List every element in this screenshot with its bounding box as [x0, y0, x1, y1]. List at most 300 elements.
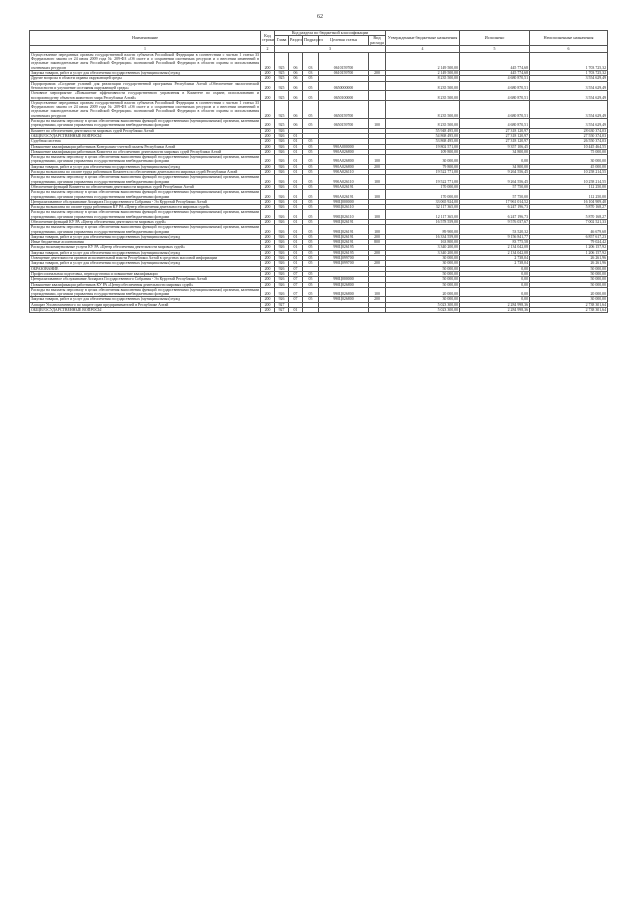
row-name-cell: Закупка товаров, работ и услуг для обеспечения государственных (муниципальных) нужд [30, 71, 261, 76]
row-unexecuted-cell: 10 258 214,55 [530, 175, 608, 185]
row-executed-cell: 4 680 870,51 [460, 76, 530, 81]
row-unexecuted-cell: 2 738 301,64 [530, 308, 608, 313]
row-name-cell: Основное мероприятие «Повышение эффективности государственного управления в Комитете по охране, использованию и воспроизводству объектов животного мира Республики Алтай» [31, 91, 259, 100]
row-code-cell: 200 [261, 100, 275, 118]
row-glava-cell: 926 [275, 184, 289, 189]
row-unexecuted-cell: 79 024,42 [530, 240, 608, 245]
row-name-cell: Осуществление переданных органам государственной власти субъектов Российской Федерации в соответствии с частью 1 статьи 33 Федерального закона от 24 июля 2009 года № 209-ФЗ «Об охоте и о сохранении охотничьих ресурсов и о внесении изменений в отдельные законодательные акты Российской Федерации» полномочий Российской Федерации в области охраны и использования охотничьих ресурсов [31, 52, 259, 70]
row-razdel-cell: 01 [289, 139, 303, 144]
row-approved-cell: 89 900,00 [386, 225, 460, 235]
row-glava-cell: 926 [275, 175, 289, 185]
row-glava-cell: 926 [275, 297, 289, 302]
table-row [30, 119, 608, 129]
row-code-cell: 200 [261, 234, 275, 239]
row-razdel-cell: 01 [289, 210, 303, 220]
row-name-cell: Закупка товаров, работ и услуг для обеспечения государственных (муниципальных) нужд [30, 234, 261, 239]
page-number: 62 [317, 14, 323, 20]
row-glava-cell: 925 [275, 52, 289, 70]
row-approved-cell: 50 000,00 [386, 266, 460, 271]
table-row [30, 52, 608, 70]
row-name-cell: Другие вопросы в области охраны окружающей среды [30, 76, 261, 81]
row-razdel-cell: 01 [289, 234, 303, 239]
row-podrazdel-cell: 05 [303, 282, 319, 287]
row-vid-cell: 100 [369, 175, 386, 185]
row-unexecuted-cell: 112 250,00 [530, 184, 608, 189]
row-unexecuted-cell: 3 554 629,49 [530, 81, 608, 91]
row-tselevaya-cell: 990Ц026800 [319, 287, 369, 297]
row-name-cell: Обеспечение функций Комитета по обеспечению деятельности мировых судей Республики Алтай [30, 184, 261, 189]
row-podrazdel-cell: 05 [303, 139, 319, 144]
row-glava-cell: 926 [275, 282, 289, 287]
row-razdel-cell: 01 [289, 256, 303, 261]
table-row [30, 100, 608, 118]
row-approved-cell: 12 117 365,00 [386, 210, 460, 220]
row-razdel-cell: 01 [289, 133, 303, 138]
row-unexecuted-cell: 1 703 725,32 [530, 71, 608, 76]
header-unexecuted: Неисполненные назначения [530, 31, 608, 46]
row-code-cell: 200 [261, 119, 275, 129]
row-razdel-cell: 06 [289, 91, 303, 101]
row-code-cell: 200 [261, 245, 275, 250]
row-code-cell: 200 [261, 282, 275, 287]
header-approved: Утвержденные бюджетные назначения [386, 31, 460, 46]
header-executed: Исполнено [460, 31, 530, 46]
row-razdel-cell: 01 [289, 149, 303, 154]
row-unexecuted-cell: 50 000,00 [530, 271, 608, 276]
row-approved-cell: 170 000,00 [386, 184, 460, 189]
header-podrazdel: Подраздел [303, 36, 319, 46]
row-razdel-cell: 01 [289, 170, 303, 175]
table-row [30, 287, 608, 297]
row-razdel-cell: 01 [289, 261, 303, 266]
row-podrazdel-cell: 05 [303, 91, 319, 101]
row-unexecuted-cell: 2 738 301,64 [530, 302, 608, 307]
row-approved-cell: 20 000,00 [386, 287, 460, 297]
header-glava: Глава [275, 36, 289, 46]
row-code-cell: 200 [261, 175, 275, 185]
row-code-cell: 200 [261, 71, 275, 76]
row-unexecuted-cell: 112 250,00 [530, 190, 608, 200]
row-name-cell: Расходы на выплаты по оплате труда работников КУ РА «Центр обеспечения деятельности мировых судей» [30, 205, 261, 210]
row-executed-cell: 0,00 [460, 277, 530, 282]
row-executed-cell: 9 264 556,45 [460, 170, 530, 175]
row-vid-cell: 100 [369, 210, 386, 220]
row-executed-cell: 34 800,00 [460, 149, 530, 154]
header-razdel: Раздел [289, 36, 303, 46]
row-executed-cell: 2 284 998,36 [460, 302, 530, 307]
row-glava-cell: 926 [275, 205, 289, 210]
budget-execution-table [29, 30, 608, 313]
row-code-cell: 200 [261, 149, 275, 154]
row-razdel-cell: 07 [289, 277, 303, 282]
row-executed-cell: 9 156 841,77 [460, 234, 530, 239]
row-code-cell: 200 [261, 133, 275, 138]
row-tselevaya-cell: 990Ц026191 [319, 219, 369, 224]
row-executed-cell: 4 680 870,51 [460, 100, 530, 118]
row-glava-cell: 926 [275, 261, 289, 266]
row-vid-cell: 200 [369, 234, 386, 239]
row-code-cell: 200 [261, 170, 275, 175]
row-podrazdel-cell: 05 [303, 175, 319, 185]
row-name-cell: Обеспечение функций КУ РА «Центр обеспечения деятельности мировых судей» [30, 219, 261, 224]
row-executed-cell: 53 520,32 [460, 225, 530, 235]
row-code-cell: 200 [261, 277, 275, 282]
row-razdel-cell: 01 [289, 250, 303, 255]
row-code-cell: 200 [261, 302, 275, 307]
row-approved-cell: 79 800,00 [386, 164, 460, 169]
row-podrazdel-cell: 05 [303, 81, 319, 91]
row-glava-cell: 926 [275, 164, 289, 169]
row-glava-cell: 926 [275, 250, 289, 255]
row-approved-cell: 109 800,00 [386, 149, 460, 154]
row-glava-cell: 926 [275, 277, 289, 282]
row-executed-cell: 6 247 196,73 [460, 205, 530, 210]
row-approved-cell: 2 149 500,00 [386, 71, 460, 76]
row-tselevaya-cell: 990А026800 [319, 164, 369, 169]
row-executed-cell: 27 318 120,97 [460, 133, 530, 138]
row-unexecuted-cell: 50 000,00 [530, 277, 608, 282]
row-approved-cell: 30 000,00 [386, 297, 460, 302]
row-executed-cell: 2 738,04 [460, 261, 530, 266]
row-executed-cell: 9 576 037,67 [460, 219, 530, 224]
row-name-cell: ОБЩЕГОСУДАРСТВЕННЫЕ ВОПРОСЫ [30, 308, 261, 313]
row-glava-cell: 925 [275, 100, 289, 118]
row-glava-cell: 926 [275, 271, 289, 276]
row-razdel-cell: 06 [289, 81, 303, 91]
row-vid-cell [369, 308, 386, 313]
row-tselevaya-cell [319, 308, 369, 313]
row-razdel-cell: 01 [289, 199, 303, 204]
row-podrazdel-cell: 05 [303, 184, 319, 189]
table-row [30, 210, 608, 220]
row-code-cell: 200 [261, 261, 275, 266]
row-vid-cell: 200 [369, 297, 386, 302]
row-code-cell: 200 [261, 184, 275, 189]
row-podrazdel-cell: 05 [303, 261, 319, 266]
row-tselevaya-cell: 990Ц026110 [319, 210, 369, 220]
row-code-cell: 200 [261, 139, 275, 144]
row-name-cell: Расходы на коммунальные услуги КУ РА «Центр обеспечения деятельности мировых судей» [30, 245, 261, 250]
row-name-cell: Подпрограмма «Создание условий для реализации государственной программы Республики Алтай «Обеспечение экологической безопасности и улучшение состояния окружающей среды» [31, 81, 259, 90]
row-approved-cell: 8 235 500,00 [386, 100, 460, 118]
row-podrazdel-cell: 05 [303, 245, 319, 250]
row-podrazdel-cell [303, 308, 319, 313]
row-razdel-cell: 07 [289, 287, 303, 297]
row-vid-cell: 100 [369, 287, 386, 297]
row-unexecuted-cell: 1 206 157,92 [530, 245, 608, 250]
row-razdel-cell: 01 [289, 205, 303, 210]
row-podrazdel-cell: 05 [303, 119, 319, 129]
row-razdel-cell: 01 [289, 308, 303, 313]
row-podrazdel-cell: 05 [303, 164, 319, 169]
row-name-cell: Расходы на выплаты персоналу в целях обеспечения выполнения функций государственными (муниципальными) органами, казенными учреждениями, органами управления государственными внебюджетными фондами [31, 155, 259, 164]
table-row [30, 225, 608, 235]
row-approved-cell: 33 065 924,00 [386, 199, 460, 204]
index-cell: 3 [275, 45, 386, 52]
row-approved-cell: 19 802 571,00 [386, 144, 460, 149]
row-approved-cell: 16 578 559,00 [386, 219, 460, 224]
row-podrazdel-cell: 05 [303, 205, 319, 210]
row-glava-cell: 926 [275, 190, 289, 200]
row-vid-cell: 200 [369, 261, 386, 266]
row-glava-cell: 925 [275, 76, 289, 81]
row-name-cell: Централизованное обслуживание Аппарата Государственного Собрания - Эл Курултай Республики Алтай [30, 277, 261, 282]
row-executed-cell: 2 284 998,36 [460, 308, 530, 313]
row-vid-cell [369, 91, 386, 101]
row-glava-cell: 926 [275, 256, 289, 261]
row-unexecuted-cell: 5 870 168,27 [530, 210, 608, 220]
row-vid-cell: 200 [369, 164, 386, 169]
row-unexecuted-cell: 26 261,96 [530, 256, 608, 261]
row-unexecuted-cell: 45 000,00 [530, 164, 608, 169]
row-name-cell: Закупка товаров, работ и услуг для обеспечения государственных (муниципальных) нужд [30, 250, 261, 255]
row-tselevaya-cell: 990Ц026195 [319, 250, 369, 255]
index-row [30, 45, 608, 52]
row-vid-cell: 100 [369, 155, 386, 165]
row-podrazdel-cell: 05 [303, 155, 319, 165]
row-tselevaya-cell: 990А026191 [319, 184, 369, 189]
row-razdel-cell: 01 [289, 225, 303, 235]
row-podrazdel-cell: 05 [303, 250, 319, 255]
row-razdel-cell: 01 [289, 144, 303, 149]
table-row [30, 155, 608, 165]
row-approved-cell: 19 522 771,00 [386, 170, 460, 175]
row-tselevaya-cell: 0650100000 [319, 91, 369, 101]
row-unexecuted-cell: 26 550 374,03 [530, 139, 608, 144]
header-tselevaya: Целевая статья [319, 36, 369, 46]
row-glava-cell: 925 [275, 81, 289, 91]
row-tselevaya-cell: 990Ц099700 [319, 256, 369, 261]
row-code-cell: 200 [261, 210, 275, 220]
row-podrazdel-cell: 05 [303, 170, 319, 175]
row-glava-cell: 927 [275, 302, 289, 307]
table-row [30, 175, 608, 185]
row-approved-cell: 50 000,00 [386, 277, 460, 282]
row-glava-cell: 925 [275, 91, 289, 101]
table-header [30, 31, 608, 53]
row-code-cell: 200 [261, 164, 275, 169]
row-tselevaya-cell: 990Ц026191 [319, 225, 369, 235]
row-tselevaya-cell: 990Ц026195 [319, 245, 369, 250]
row-approved-cell: 30 000,00 [386, 155, 460, 165]
table-row [30, 190, 608, 200]
row-name-cell: Аппарат Уполномоченного по защите прав предпринимателей в Республике Алтай [30, 302, 261, 307]
row-unexecuted-cell: 3 554 629,49 [530, 91, 608, 101]
row-unexecuted-cell: 16 104 909,48 [530, 199, 608, 204]
row-name-cell: Профессиональная подготовка, переподготовка и повышение квалификации [30, 271, 261, 276]
row-code-cell: 200 [261, 144, 275, 149]
row-vid-cell: 800 [369, 240, 386, 245]
row-podrazdel-cell: 05 [303, 210, 319, 220]
row-code-cell: 200 [261, 240, 275, 245]
row-glava-cell: 926 [275, 225, 289, 235]
row-razdel-cell: 06 [289, 76, 303, 81]
row-tselevaya-cell: 990Ц099700 [319, 261, 369, 266]
row-tselevaya-cell: 0610159700 [319, 52, 369, 70]
row-unexecuted-cell: 27 550 374,03 [530, 133, 608, 138]
row-glava-cell: 926 [275, 219, 289, 224]
row-code-cell: 200 [261, 219, 275, 224]
row-unexecuted-cell: 6 857 617,23 [530, 234, 608, 239]
row-executed-cell: 0,00 [460, 266, 530, 271]
table-row [30, 81, 608, 91]
row-name-cell: Расходы на выплаты персоналу в целях обеспечения выполнения функций государственными (муниципальными) органами, казенными учреждениями, органами управления государственными внебюджетными фондами [31, 190, 259, 199]
row-glava-cell: 926 [275, 240, 289, 245]
row-executed-cell: 445 774,68 [460, 71, 530, 76]
row-code-cell: 200 [261, 199, 275, 204]
row-name-cell: Расходы на выплаты персоналу в целях обеспечения выполнения функций государственными (муниципальными) органами, казенными учреждениями, органами управления государственными внебюджетными фондами [31, 210, 259, 219]
row-unexecuted-cell: 1 206 157,92 [530, 250, 608, 255]
header-code: Код строки [261, 31, 275, 46]
row-name-cell: Расходы на выплаты персоналу в целях обеспечения выполнения функций государственными (муниципальными) органами, казенными учреждениями, органами управления государственными внебюджетными фондами [31, 119, 259, 128]
row-podrazdel-cell: 05 [303, 271, 319, 276]
row-razdel-cell: 01 [289, 240, 303, 245]
row-name-cell: Расходы на выплаты персоналу в целях обеспечения выполнения функций государственными (муниципальными) органами, казенными учреждениями, органами управления государственными внебюджетными фондами [31, 287, 259, 297]
row-unexecuted-cell: 3 554 629,49 [530, 100, 608, 118]
row-tselevaya-cell: 990Ц026800 [319, 297, 369, 302]
row-vid-cell: 100 [369, 190, 386, 200]
index-cell: 5 [460, 45, 530, 52]
row-name-cell: Повышение квалификации работников КУ РА «Центр обеспечения деятельности мировых судей» [30, 282, 261, 287]
row-executed-cell: 0,00 [460, 287, 530, 297]
row-executed-cell: 4 680 870,51 [460, 91, 530, 101]
row-podrazdel-cell: 05 [303, 144, 319, 149]
row-unexecuted-cell: 3 554 629,49 [530, 119, 608, 129]
row-unexecuted-cell: 20 000,00 [530, 287, 608, 297]
row-glava-cell: 926 [275, 199, 289, 204]
table-row [30, 91, 608, 101]
row-code-cell: 200 [261, 250, 275, 255]
row-code-cell: 200 [261, 190, 275, 200]
row-code-cell: 200 [261, 287, 275, 297]
row-approved-cell: 30 000,00 [386, 256, 460, 261]
row-unexecuted-cell: 10 445 464,55 [530, 144, 608, 149]
row-name-cell: Закупка товаров, работ и услуг для обеспечения государственных (муниципальных) нужд [30, 297, 261, 302]
row-tselevaya-cell: 990Ц026800 [319, 282, 369, 287]
row-razdel-cell: 07 [289, 271, 303, 276]
row-code-cell: 200 [261, 205, 275, 210]
row-vid-cell: 200 [369, 71, 386, 76]
row-name-cell: Расходы на выплаты по оплате труда работников Комитета по обеспечению деятельности мировых судей Республики Алтай [30, 170, 261, 175]
row-tselevaya-cell: 0650159700 [319, 100, 369, 118]
row-code-cell: 200 [261, 271, 275, 276]
row-tselevaya-cell: 990Ц000000 [319, 199, 369, 204]
row-approved-cell: 8 235 500,00 [386, 119, 460, 129]
row-executed-cell: 57 750,00 [460, 184, 530, 189]
row-code-cell: 200 [261, 266, 275, 271]
row-razdel-cell: 07 [289, 266, 303, 271]
row-approved-cell: 2 149 500,00 [386, 52, 460, 70]
row-tselevaya-cell: 990А026110 [319, 170, 369, 175]
row-executed-cell: 4 680 870,51 [460, 81, 530, 91]
row-executed-cell: 34 800,00 [460, 164, 530, 169]
row-executed-cell: 17 961 014,52 [460, 199, 530, 204]
row-razdel-cell: 01 [289, 175, 303, 185]
row-razdel-cell: 07 [289, 282, 303, 287]
row-tselevaya-cell: 990А026110 [319, 175, 369, 185]
row-vid-cell [369, 100, 386, 118]
row-tselevaya-cell: 990А000000 [319, 144, 369, 149]
row-approved-cell: 32 117 365,00 [386, 205, 460, 210]
row-name-cell: Осуществление переданных органам государственной власти субъектов Российской Федерации в соответствии с частью 1 статьи 33 Федерального закона от 24 июля 2009 года № 209-ФЗ «Об охоте и о сохранении охотничьих ресурсов и о внесении изменений в отдельные законодательные акты Российской Федерации» полномочий Российской Федерации в области охраны и использования охотничьих ресурсов [31, 100, 259, 118]
row-approved-cell: 163 800,00 [386, 240, 460, 245]
row-approved-cell: 8 235 500,00 [386, 76, 460, 81]
row-approved-cell: 3 340 200,00 [386, 245, 460, 250]
row-glava-cell: 925 [275, 119, 289, 129]
row-name-cell: Повышение квалификации работников Контрольно-счетной палаты Республики Алтай [30, 144, 261, 149]
row-executed-cell: 0,00 [460, 282, 530, 287]
row-code-cell: 200 [261, 256, 275, 261]
row-unexecuted-cell: 50 000,00 [530, 266, 608, 271]
row-podrazdel-cell: 05 [303, 240, 319, 245]
row-approved-cell: 170 000,00 [386, 190, 460, 200]
row-approved-cell: 16 334 559,00 [386, 234, 460, 239]
index-cell: 2 [261, 45, 275, 52]
row-name-cell: Комитет по обеспечению деятельности мировых судей Республики Алтай [30, 128, 261, 133]
row-unexecuted-cell: 10 258 214,55 [530, 170, 608, 175]
row-approved-cell: 5 023 300,00 [386, 308, 460, 313]
row-razdel-cell: 06 [289, 119, 303, 129]
row-glava-cell: 926 [275, 170, 289, 175]
row-code-cell: 200 [261, 297, 275, 302]
header-code-group: Код раздела по бюджетной классификации [275, 31, 386, 36]
header-vid: Вид расхода [370, 35, 384, 45]
row-podrazdel-cell: 05 [303, 199, 319, 204]
row-name-cell: ОБЩЕГОСУДАРСТВЕННЫЕ ВОПРОСЫ [30, 133, 261, 138]
row-podrazdel-cell: 05 [303, 225, 319, 235]
row-tselevaya-cell: 0650159700 [319, 119, 369, 129]
row-executed-cell: 9 357 106,45 [460, 144, 530, 149]
row-name-cell: Освещение деятельности органов исполнительной власти Республики Алтай в средствах массовой информации [30, 256, 261, 261]
row-podrazdel-cell: 05 [303, 76, 319, 81]
row-podrazdel-cell: 05 [303, 297, 319, 302]
row-executed-cell: 4 680 870,51 [460, 119, 530, 129]
row-tselevaya-cell: 0650000000 [319, 81, 369, 91]
row-unexecuted-cell: 75 000,00 [530, 149, 608, 154]
row-tselevaya-cell: 990Ц026191 [319, 240, 369, 245]
row-code-cell: 200 [261, 76, 275, 81]
row-razdel-cell: 01 [289, 155, 303, 165]
row-executed-cell: 83 775,58 [460, 240, 530, 245]
row-name-cell: Повышение квалификации работников Комитета по обеспечению деятельности мировых судей Республики Алтай [30, 149, 261, 154]
row-approved-cell: 50 000,00 [386, 271, 460, 276]
row-vid-cell: 200 [369, 250, 386, 255]
row-approved-cell: 30 000,00 [386, 261, 460, 266]
row-razdel-cell: 01 [289, 184, 303, 189]
row-executed-cell: 445 774,68 [460, 52, 530, 70]
row-unexecuted-cell: 50 000,00 [530, 282, 608, 287]
row-approved-cell: 3 340 200,00 [386, 250, 460, 255]
row-approved-cell: 54 868 495,00 [386, 133, 460, 138]
row-unexecuted-cell: 46 679,68 [530, 225, 608, 235]
row-razdel-cell: 01 [289, 219, 303, 224]
row-unexecuted-cell: 5 870 168,27 [530, 205, 608, 210]
row-glava-cell: 926 [275, 155, 289, 165]
row-razdel-cell: 06 [289, 100, 303, 118]
row-glava-cell: 926 [275, 128, 289, 133]
row-podrazdel-cell: 05 [303, 277, 319, 282]
row-approved-cell: 55 948 495,00 [386, 128, 460, 133]
index-cell: 4 [386, 45, 460, 52]
row-executed-cell: 2 134 042,08 [460, 245, 530, 250]
row-glava-cell: 926 [275, 133, 289, 138]
row-code-cell: 200 [261, 308, 275, 313]
row-tselevaya-cell: 990Ц026110 [319, 205, 369, 210]
row-glava-cell: 925 [275, 71, 289, 76]
row-name-cell: Расходы на выплаты персоналу в целях обеспечения выполнения функций государственными (муниципальными) органами, казенными учреждениями, органами управления государственными внебюджетными фондами [31, 175, 259, 184]
row-razdel-cell: 01 [289, 164, 303, 169]
row-approved-cell: 8 235 500,00 [386, 91, 460, 101]
